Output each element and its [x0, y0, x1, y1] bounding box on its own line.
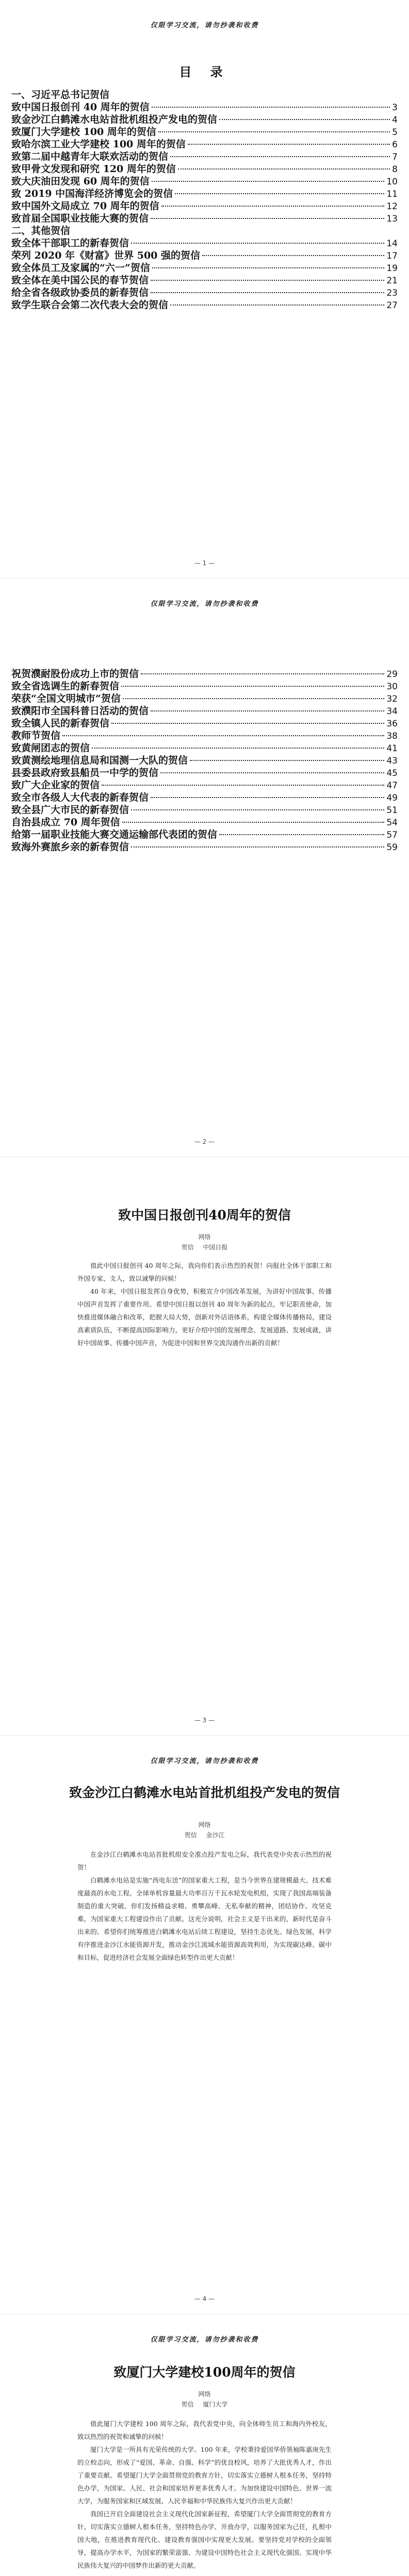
toc-leader-dots: [151, 292, 384, 293]
page-3: [0, 1157, 409, 1735]
page-number: — 2 —: [194, 1138, 215, 1145]
toc-entry[interactable]: [11, 212, 398, 225]
toc-entry-title: 自治县成立 70 周年贺信: [11, 817, 120, 828]
toc-title: 目 录: [179, 64, 230, 79]
toc-entry-title: 致中国日报创刊 40 周年的贺信: [11, 101, 150, 113]
page-1: [0, 0, 409, 578]
toc-entry-page: 54: [386, 818, 398, 828]
toc-leader-dots: [122, 822, 385, 823]
toc-leader-dots: [178, 168, 390, 170]
toc-entry-title: 祝贺濮耐股份成功上市的贺信: [11, 668, 139, 680]
toc-leader-dots: [141, 673, 384, 674]
toc-entry-page: 12: [386, 201, 398, 212]
toc-entry[interactable]: [11, 262, 398, 274]
toc-entry[interactable]: [11, 717, 398, 730]
toc-leader-dots: [131, 809, 384, 810]
letter-source: 网络: [198, 1233, 211, 1241]
toc-entry-page: 11: [386, 189, 398, 199]
toc-entry-title: 致全体在美中国公民的春节贺信: [11, 275, 149, 286]
toc-list-continued: [11, 668, 398, 853]
toc-entry[interactable]: [11, 668, 398, 680]
toc-entry-title: 致 2019 中国海洋经济博览会的贺信: [11, 188, 173, 199]
toc-entry[interactable]: [11, 274, 398, 286]
toc-entry[interactable]: [11, 299, 398, 311]
toc-section-heading: 二、其他贺信: [11, 225, 71, 236]
page-number: — 4 —: [194, 2295, 215, 2302]
toc-entry-page: 47: [386, 781, 398, 791]
toc-entry-page: 8: [392, 164, 398, 175]
letter-source: 网络: [198, 1821, 211, 1828]
toc-entry-title: 致黄测绘地理信息局和国测一大队的贺信: [11, 755, 188, 766]
page-2: [0, 579, 409, 1157]
toc-entry[interactable]: [11, 175, 398, 188]
toc-leader-dots: [102, 785, 384, 786]
toc-entry[interactable]: [11, 816, 398, 828]
toc-entry-page: 57: [386, 830, 398, 840]
toc-leader-dots: [170, 156, 390, 157]
toc-entry[interactable]: [11, 742, 398, 754]
toc-entry-title: 致广大企业家的贺信: [11, 779, 100, 791]
toc-leader-dots: [161, 206, 385, 207]
page-header: 仅限学习交流，请勿抄袭和收费: [150, 2336, 259, 2344]
toc-entry-title: 县委县政府致县船员一中学的贺信: [11, 767, 159, 778]
letter-paragraph: 40 年来，中国日报发挥自身优势，积极宣介中国改革发展，为讲好中国故事、传播中国声音发挥了重要作用。希望中国日报以创刊 40 周年为新的起点，牢记职责使命，加快推进媒体融合和改革，把握大局大势，创新对外话语体系，构建全媒体传播格局，建设高素质队伍，不断提高国际影响力，更好介绍中国的发展理念、发展道路、发展成就，讲好中国故事、传播中国声音，为促进中国和世界交流沟通作出新的贡献！: [77, 1287, 332, 1347]
toc-entry[interactable]: [11, 804, 398, 816]
toc-entry-title: 致厦门大学建校 100 周年的贺信: [11, 126, 156, 138]
toc-entry[interactable]: [11, 163, 398, 175]
letter-source: 网络: [198, 2391, 211, 2398]
toc-leader-dots: [151, 218, 384, 219]
toc-entry-title: 致全省选调生的新春贺信: [11, 681, 120, 692]
toc-entry[interactable]: [11, 767, 398, 779]
letter-body: [77, 1848, 332, 1964]
toc-entry-page: 4: [392, 115, 398, 125]
toc-entry[interactable]: [11, 828, 398, 841]
toc-leader-dots: [219, 834, 384, 835]
toc-entry-title: 致第二届中越青年大联欢活动的贺信: [11, 151, 169, 162]
letter-title: 致厦门大学建校100周年的贺信: [113, 2365, 296, 2380]
page-5: [0, 2314, 409, 2576]
toc-leader-dots: [131, 846, 384, 848]
toc-entry-title: 致全镇人民的新春贺信: [11, 718, 110, 729]
toc-entry-page: 45: [386, 768, 398, 778]
toc-entry[interactable]: [11, 237, 398, 249]
toc-entry-page: 23: [386, 288, 398, 298]
toc-entry-page: 36: [386, 719, 398, 729]
toc-entry-title: 给全省各级政协委员的新春贺信: [11, 287, 149, 298]
toc-leader-dots: [160, 772, 384, 773]
toc-entry[interactable]: [11, 101, 398, 113]
toc-entry-title: 给第一届职业技能大赛交通运输部代表团的贺信: [11, 829, 218, 840]
toc-entry-title: 致大庆油田发现 60 周年的贺信: [11, 176, 150, 187]
toc-entry-page: 13: [386, 214, 398, 224]
toc-section-heading: 一、习近平总书记贺信: [11, 89, 110, 100]
toc-entry[interactable]: [11, 126, 398, 138]
toc-entry[interactable]: [11, 680, 398, 692]
toc-entry[interactable]: [11, 188, 398, 200]
toc-leader-dots: [152, 181, 385, 182]
toc-entry[interactable]: [11, 841, 398, 853]
toc-entry-page: 41: [386, 743, 398, 754]
letter-title: 致中国日报创刊40周年的贺信: [118, 1208, 291, 1223]
toc-leader-dots: [131, 243, 384, 244]
toc-entry-title: 致中国外文局成立 70 周年的贺信: [11, 200, 159, 212]
page-header: 仅限学习交流，请勿抄袭和收费: [150, 22, 259, 29]
toc-leader-dots: [188, 144, 390, 145]
toc-leader-dots: [202, 255, 384, 256]
toc-entry-page: 49: [386, 793, 398, 803]
toc-leader-dots: [151, 710, 384, 711]
letter-paragraph: 在金沙江白鹤滩水电站首批机组安全准点投产发电之际，我代表党中央表示热烈的祝贺！: [77, 1851, 332, 1871]
page-header: 仅限学习交流，请勿抄袭和收费: [150, 1757, 259, 1765]
toc-leader-dots: [158, 131, 390, 132]
toc-entry-page: 51: [386, 805, 398, 816]
toc-entry-page: 21: [386, 276, 398, 286]
letter-paragraph: 白鹤滩水电站是实施“西电东送”的国家重大工程，是当今世界在建规模最大、技术难度最高的水电工程。全球单机容量最大功率百万千瓦水轮发电机组，实现了我国高端装备制造的重大突破。你们发扬精益求精、勇攀高峰、无私奉献的精神，团结协作、攻坚克难，为国家重大工程建设作出了贡献。这充分说明，社会主义是干出来的，新时代是奋斗出来的。希望你们统筹推进白鹤滩水电站后续工程建设，坚持生态优先、绿色发展，科学有序推进金沙江水能资源开发，推动金沙江流域水能资源高效利用，为实现碳达峰、碳中和目标，促进经济社会发展全面绿色转型作出更大贡献！: [77, 1876, 332, 1961]
letter-body: [77, 1259, 332, 1349]
toc-leader-dots: [152, 267, 385, 268]
toc-entry-page: 27: [386, 300, 398, 311]
page-4: [0, 1736, 409, 2314]
toc-entry[interactable]: [11, 200, 398, 212]
letter-byline: 贺信 厦门大学: [181, 2401, 228, 2408]
letter-paragraph: 值此厦门大学建校 100 周年之际，我代表党中央，向全体师生员工和海内外校友，致以热烈的祝贺和诚挚的问候！: [77, 2420, 332, 2441]
toc-entry[interactable]: [11, 705, 398, 717]
toc-entry-page: 5: [392, 127, 398, 138]
page-header: 仅限学习交流，请勿抄袭和收费: [150, 600, 259, 608]
toc-entry-title: 致哈尔滨工业大学建校 100 周年的贺信: [11, 139, 186, 150]
toc-entry-title: 荣获“全国文明城市”贺信: [11, 693, 121, 704]
toc-entry[interactable]: [11, 791, 398, 804]
toc-entry-page: 34: [386, 706, 398, 717]
toc-entry-title: 致首届全国职业技能大赛的贺信: [11, 213, 149, 224]
letter-title: 致金沙江白鹤滩水电站首批机组投产发电的贺信: [69, 1785, 340, 1800]
letter-body: [77, 2417, 332, 2572]
toc-entry-title: 致黄闸团志的贺信: [11, 742, 90, 754]
toc-leader-dots: [62, 735, 384, 736]
toc-entry[interactable]: [11, 779, 398, 791]
letter-paragraph: 我国已开启全面建设社会主义现代化国家新征程，希望厦门大学全面贯彻党的教育方针，切实落实立德树人根本任务，坚持特色办学、开放办学，以服务国家为己任，扎根中国大地，在推进教育现代化、建设教育强国中实现更大发展。要坚持党对学校的全面领导，提高办学水平，为国家的繁荣富强、为建设中国特色社会主义现代化强国、实现中华民族伟大复兴的中国梦作出新的更大贡献。: [77, 2510, 332, 2569]
toc-entry-title: 致全县广大市民的新春贺信: [11, 804, 129, 816]
toc-entry-page: 32: [386, 694, 398, 704]
toc-leader-dots: [111, 723, 384, 724]
toc-entry-title: 致甲骨文发现和研究 120 周年的贺信: [11, 163, 176, 175]
toc-entry[interactable]: [11, 113, 398, 126]
toc-entry[interactable]: [11, 754, 398, 767]
letter-paragraph: 值此中国日报创刊 40 周年之际，我向你们表示热烈的祝贺！向报社全体干部职工和外国专家、支人，致以诚挚的问候！: [77, 1262, 332, 1282]
toc-entry-title: 致濮阳市全国科普日活动的贺信: [11, 705, 149, 717]
toc-leader-dots: [170, 304, 384, 306]
page-number: — 3 —: [194, 1717, 215, 1724]
toc-entry-page: 29: [386, 669, 398, 680]
toc-entry[interactable]: [11, 286, 398, 299]
toc-entry[interactable]: [11, 138, 398, 150]
toc-entry[interactable]: [11, 150, 398, 163]
toc-entry-page: 3: [392, 103, 398, 113]
toc-leader-dots: [219, 119, 390, 120]
toc-entry-page: 30: [386, 682, 398, 692]
toc-entry-title: 致海外赛旅乡亲的新春贺信: [11, 841, 129, 853]
letter-byline: 贺信 金沙江: [184, 1832, 225, 1839]
page-number: — 1 —: [194, 560, 215, 567]
toc-entry-page: 10: [386, 177, 398, 187]
toc-leader-dots: [190, 760, 384, 761]
toc-entry[interactable]: [11, 249, 398, 262]
toc-entry-page: 14: [386, 239, 398, 249]
toc-entry-title: 致学生联合会第二次代表大会的贺信: [11, 299, 169, 311]
toc-list: [11, 89, 398, 311]
toc-entry-page: 7: [392, 152, 398, 162]
toc-leader-dots: [92, 748, 384, 749]
toc-entry-title: 致全体员工及家属的“六一”贺信: [11, 262, 150, 274]
toc-leader-dots: [121, 686, 384, 687]
toc-entry-page: 19: [386, 263, 398, 274]
toc-entry-title: 荣列 2020 年《财富》世界 500 强的贺信: [11, 250, 201, 261]
toc-leader-dots: [151, 280, 384, 281]
toc-leader-dots: [151, 797, 384, 798]
toc-entry-page: 17: [386, 251, 398, 261]
toc-leader-dots: [175, 193, 384, 194]
toc-entry[interactable]: [11, 730, 398, 742]
letter-byline: 贺信 中国日报: [181, 1244, 228, 1251]
toc-entry[interactable]: [11, 692, 398, 705]
toc-leader-dots: [123, 698, 385, 699]
letter-paragraph: 厦门大学是一所具有光荣传统的大学。100 年来，学校秉持爱国华侨领袖陈嘉庚先生的立校志向，形成了“爱国、革命、自强、科学”的优良校风，培养了大批优秀人才，作出了重要贡献。希望厦门大学全面贯彻党的教育方针，切实落实立德树人根本任务，坚持特色办学，为国家、人民、社会和国家培养更多优秀人才。为加快建设中国特色、世界一流大学，为服务国家和区域发展、人民幸福和中华民族伟大复兴作出更大贡献！: [77, 2446, 332, 2505]
toc-entry-page: 59: [386, 842, 398, 853]
toc-entry-page: 38: [386, 731, 398, 741]
toc-leader-dots: [152, 107, 390, 108]
toc-entry-title: 致金沙江白鹤滩水电站首批机组投产发电的贺信: [11, 114, 218, 125]
toc-entry-title: 致全市各级人大代表的新春贺信: [11, 792, 149, 803]
toc-entry-title: 教师节贺信: [11, 730, 61, 741]
toc-entry-title: 致全体干部职工的新春贺信: [11, 238, 129, 249]
toc-entry-page: 43: [386, 756, 398, 766]
toc-entry-page: 6: [392, 140, 398, 150]
